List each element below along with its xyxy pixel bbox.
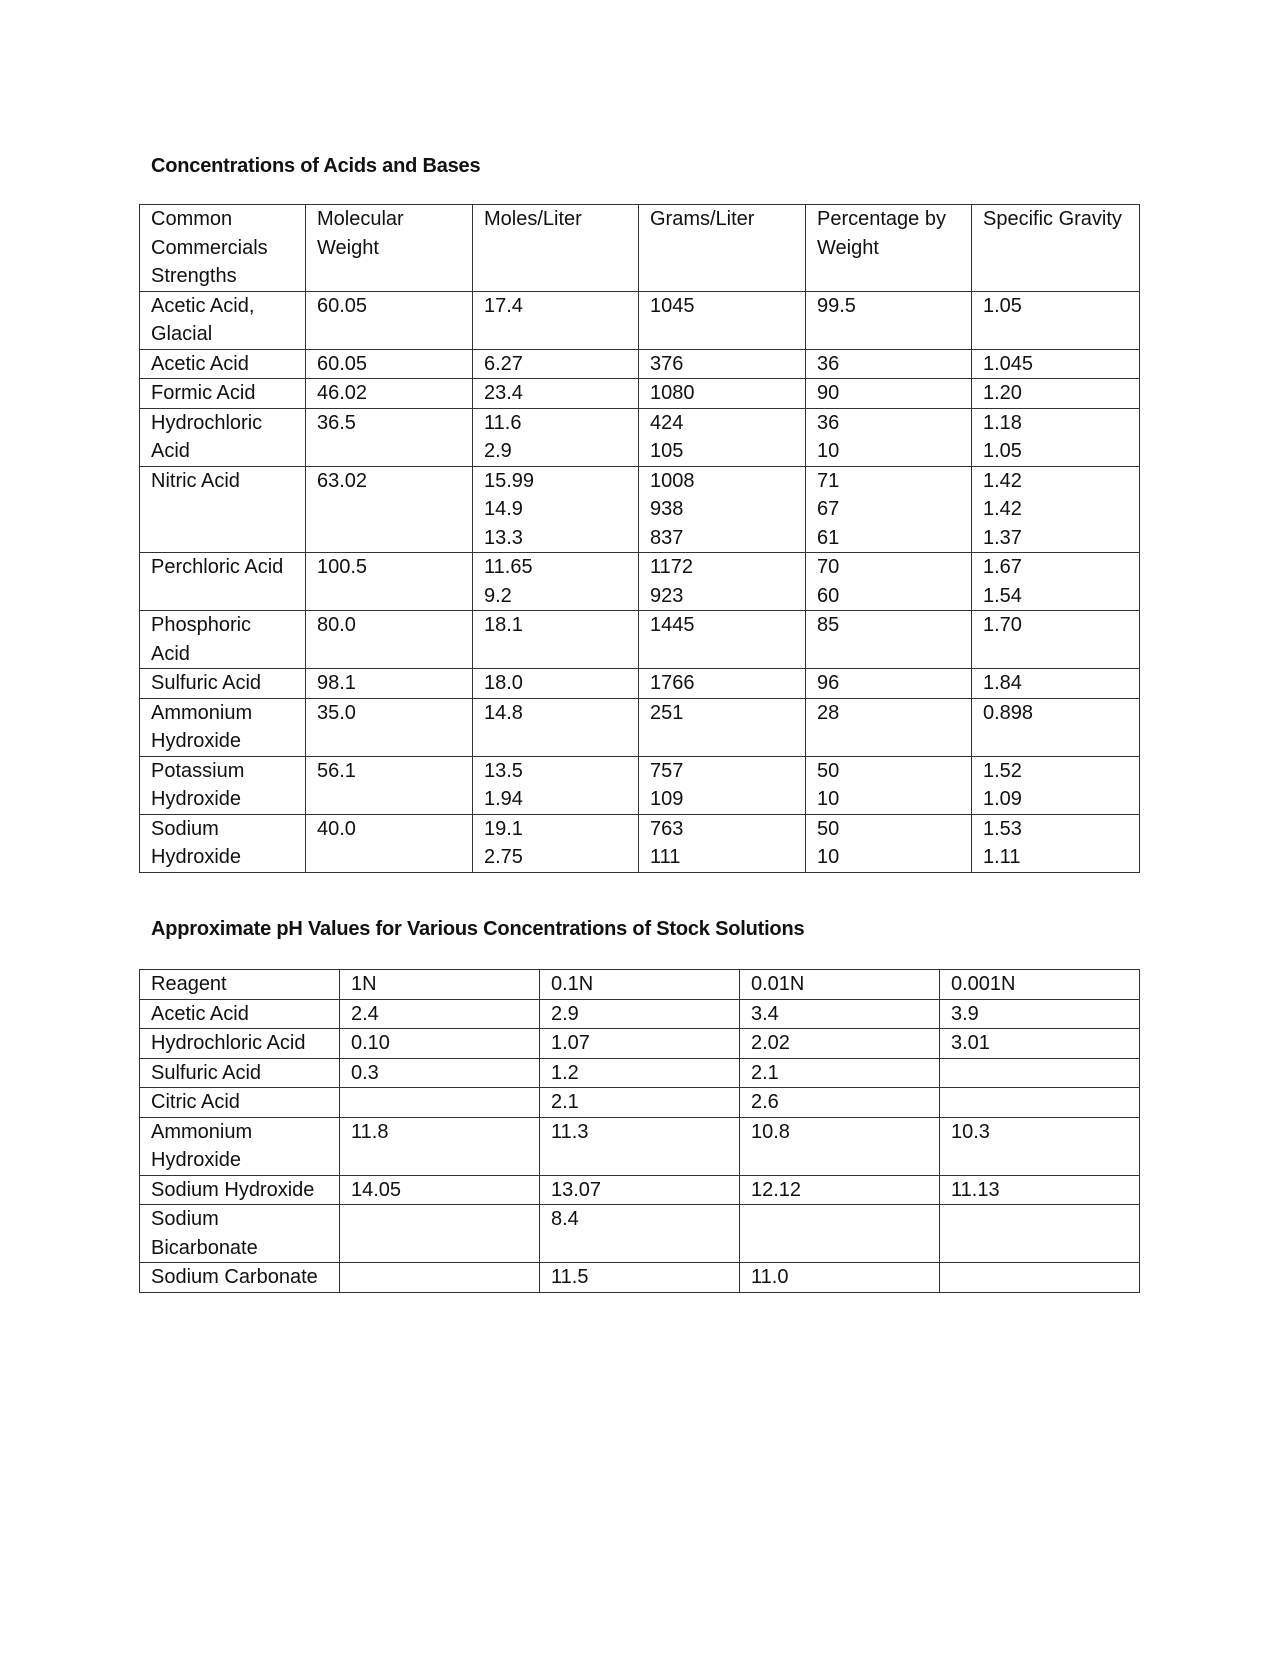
table-cell bbox=[473, 408, 639, 466]
cell-text: 1.94 bbox=[484, 788, 523, 810]
table-cell bbox=[140, 698, 306, 756]
table-cell bbox=[940, 1029, 1140, 1059]
table-cell bbox=[540, 1175, 740, 1205]
table-cell bbox=[473, 291, 639, 349]
cell-text: 14.8 bbox=[484, 701, 523, 724]
cell-text: 85 bbox=[817, 614, 840, 636]
table-row bbox=[140, 669, 1140, 699]
table-cell bbox=[639, 698, 806, 756]
cell-text: 40.0 bbox=[317, 817, 356, 840]
table-cell bbox=[140, 999, 340, 1029]
cell-text: 50 bbox=[817, 759, 840, 782]
cell-text: Grams/Liter bbox=[650, 208, 755, 230]
cell-text: Acetic Acid, bbox=[151, 294, 255, 317]
cell-text: 98.1 bbox=[317, 672, 356, 694]
cell-text: 3.01 bbox=[951, 1032, 990, 1054]
cell-text: 1.07 bbox=[551, 1032, 590, 1054]
header-cell bbox=[140, 205, 306, 292]
cell-text: 71 bbox=[817, 469, 840, 492]
cell-text: Weight bbox=[817, 236, 879, 259]
table-cell bbox=[972, 698, 1140, 756]
table-cell bbox=[340, 1175, 540, 1205]
cell-text: 10.8 bbox=[751, 1120, 790, 1143]
table-cell bbox=[972, 291, 1140, 349]
table-cell bbox=[340, 1088, 540, 1118]
table-row bbox=[140, 553, 1140, 611]
table-row bbox=[140, 1117, 1140, 1175]
cell-text: 1.05 bbox=[983, 294, 1022, 317]
table-cell bbox=[639, 553, 806, 611]
table-row bbox=[140, 814, 1140, 872]
table-cell bbox=[740, 1205, 940, 1263]
concentrations-title: Concentrations of Acids and Bases bbox=[151, 155, 481, 177]
table-cell bbox=[639, 669, 806, 699]
cell-text: Ammonium bbox=[151, 701, 253, 724]
ph-values-title: Approximate pH Values for Various Concentrations of Stock Solutions bbox=[151, 918, 805, 940]
table-cell bbox=[140, 1029, 340, 1059]
cell-text: Hydroxide bbox=[151, 1149, 242, 1171]
cell-text: Specific Gravity bbox=[983, 208, 1122, 230]
table-cell bbox=[740, 1058, 940, 1088]
table-cell bbox=[306, 291, 473, 349]
cell-text: 1.84 bbox=[983, 672, 1022, 694]
table-cell bbox=[306, 349, 473, 379]
table-cell bbox=[740, 1117, 940, 1175]
cell-text: 10.3 bbox=[951, 1120, 990, 1143]
cell-text: 1.18 bbox=[983, 411, 1022, 434]
cell-text: Acetic Acid bbox=[151, 1002, 249, 1025]
cell-text: 10 bbox=[817, 788, 840, 810]
cell-text: 0.10 bbox=[351, 1032, 390, 1054]
cell-text: 2.4 bbox=[351, 1002, 379, 1025]
table-row bbox=[140, 408, 1140, 466]
cell-text: 3.9 bbox=[951, 1002, 979, 1025]
table-cell bbox=[639, 408, 806, 466]
cell-text: 14.9 bbox=[484, 498, 523, 520]
cell-text: 1.52 bbox=[983, 759, 1022, 782]
table-cell bbox=[340, 1263, 540, 1293]
cell-text: 50 bbox=[817, 817, 840, 840]
table-cell bbox=[806, 408, 972, 466]
cell-text: 2.9 bbox=[551, 1002, 579, 1025]
cell-text: 1.67 bbox=[983, 556, 1022, 578]
header-cell bbox=[540, 970, 740, 1000]
cell-text: 11.5 bbox=[551, 1266, 589, 1288]
table-cell bbox=[972, 669, 1140, 699]
ph-values-table bbox=[139, 969, 1140, 1293]
table-cell bbox=[306, 698, 473, 756]
cell-text: Acetic Acid bbox=[151, 352, 249, 375]
table-row bbox=[140, 379, 1140, 409]
cell-text: 1766 bbox=[650, 672, 695, 694]
table-cell bbox=[340, 999, 540, 1029]
cell-text: 1N bbox=[351, 973, 377, 995]
cell-text: 60.05 bbox=[317, 352, 368, 375]
cell-text: 2.6 bbox=[751, 1091, 779, 1113]
cell-text: Potassium bbox=[151, 759, 245, 782]
table-cell bbox=[639, 379, 806, 409]
cell-text: 6.27 bbox=[484, 352, 523, 375]
cell-text: 11.0 bbox=[751, 1266, 789, 1288]
cell-text: 1.2 bbox=[551, 1061, 579, 1084]
header-cell bbox=[306, 205, 473, 292]
cell-text: 15.99 bbox=[484, 469, 535, 492]
cell-text: 19.1 bbox=[484, 817, 523, 840]
table-cell bbox=[140, 291, 306, 349]
cell-text: 18.1 bbox=[484, 614, 523, 636]
cell-text: 13.3 bbox=[484, 526, 523, 549]
cell-text: 1.42 bbox=[983, 469, 1022, 492]
table-cell bbox=[473, 814, 639, 872]
table-cell bbox=[972, 756, 1140, 814]
cell-text: Ammonium bbox=[151, 1120, 253, 1143]
table-row bbox=[140, 1175, 1140, 1205]
cell-text: 105 bbox=[650, 440, 684, 462]
cell-text: Hydroxide bbox=[151, 846, 242, 868]
table-row bbox=[140, 999, 1140, 1029]
cell-text: Acid bbox=[151, 642, 190, 665]
cell-text: 1.05 bbox=[983, 440, 1022, 462]
table-cell bbox=[972, 611, 1140, 669]
cell-text: Hydroxide bbox=[151, 788, 242, 810]
table-row bbox=[140, 466, 1140, 553]
cell-text: 938 bbox=[650, 498, 684, 520]
cell-text: 28 bbox=[817, 701, 840, 724]
concentrations-table bbox=[139, 204, 1140, 873]
table-cell bbox=[306, 814, 473, 872]
table-cell bbox=[340, 1029, 540, 1059]
cell-text: 23.4 bbox=[484, 382, 523, 404]
cell-text: 1045 bbox=[650, 294, 695, 317]
cell-text: 111 bbox=[650, 846, 681, 868]
cell-text: Hydroxide bbox=[151, 730, 242, 752]
table-cell bbox=[473, 349, 639, 379]
cell-text: 1008 bbox=[650, 469, 695, 492]
table-cell bbox=[639, 611, 806, 669]
table-cell bbox=[940, 1263, 1140, 1293]
cell-text: 1.42 bbox=[983, 498, 1022, 520]
cell-text: 18.0 bbox=[484, 672, 523, 694]
table-row bbox=[140, 291, 1140, 349]
cell-text: 8.4 bbox=[551, 1208, 579, 1230]
table-row bbox=[140, 1029, 1140, 1059]
table-cell bbox=[639, 466, 806, 553]
header-cell bbox=[940, 970, 1140, 1000]
cell-text: 90 bbox=[817, 382, 840, 404]
table-row bbox=[140, 1205, 1140, 1263]
table-cell bbox=[540, 1117, 740, 1175]
cell-text: 1.045 bbox=[983, 352, 1034, 375]
cell-text: Hydrochloric Acid bbox=[151, 1032, 306, 1054]
table-cell bbox=[940, 1058, 1140, 1088]
table-cell bbox=[740, 1088, 940, 1118]
cell-text: 757 bbox=[650, 759, 684, 782]
cell-text: 61 bbox=[817, 526, 840, 549]
cell-text: Acid bbox=[151, 440, 190, 462]
cell-text: Sodium bbox=[151, 817, 219, 840]
table-cell bbox=[639, 291, 806, 349]
table-cell bbox=[140, 1263, 340, 1293]
cell-text: 0.3 bbox=[351, 1061, 379, 1084]
table-cell bbox=[306, 466, 473, 553]
cell-text: 2.1 bbox=[551, 1091, 579, 1113]
table-cell bbox=[473, 698, 639, 756]
table-cell bbox=[140, 1058, 340, 1088]
cell-text: 1.09 bbox=[983, 788, 1022, 810]
cell-text: Phosphoric bbox=[151, 614, 252, 636]
cell-text: 11.65 bbox=[484, 556, 533, 578]
table-cell bbox=[140, 1175, 340, 1205]
cell-text: 11.8 bbox=[351, 1120, 389, 1143]
table-cell bbox=[473, 466, 639, 553]
cell-text: Moles/Liter bbox=[484, 208, 582, 230]
cell-text: 100.5 bbox=[317, 556, 368, 578]
cell-text: 2.02 bbox=[751, 1032, 790, 1054]
table-cell bbox=[940, 999, 1140, 1029]
cell-text: 0.898 bbox=[983, 701, 1034, 724]
table-cell bbox=[639, 349, 806, 379]
cell-text: Formic Acid bbox=[151, 382, 256, 404]
cell-text: 1.37 bbox=[983, 526, 1022, 549]
table-cell bbox=[306, 611, 473, 669]
table-cell bbox=[140, 553, 306, 611]
header-cell bbox=[972, 205, 1140, 292]
table-cell bbox=[740, 999, 940, 1029]
table-cell bbox=[540, 1029, 740, 1059]
cell-text: Citric Acid bbox=[151, 1091, 240, 1113]
cell-text: 1080 bbox=[650, 382, 695, 404]
cell-text: 1172 bbox=[650, 556, 694, 578]
cell-text: 2.9 bbox=[484, 440, 512, 462]
cell-text: 46.02 bbox=[317, 382, 368, 404]
cell-text: Commercials bbox=[151, 236, 268, 259]
cell-text: Glacial bbox=[151, 323, 213, 345]
cell-text: 67 bbox=[817, 498, 840, 520]
cell-text: 1445 bbox=[650, 614, 695, 636]
table-cell bbox=[340, 1205, 540, 1263]
cell-text: 10 bbox=[817, 440, 840, 462]
table-row bbox=[140, 611, 1140, 669]
cell-text: 63.02 bbox=[317, 469, 368, 492]
table-cell bbox=[306, 379, 473, 409]
table-cell bbox=[940, 1175, 1140, 1205]
table-row bbox=[140, 349, 1140, 379]
cell-text: 1.20 bbox=[983, 382, 1022, 404]
table-cell bbox=[806, 379, 972, 409]
cell-text: Nitric Acid bbox=[151, 469, 240, 492]
cell-text: 2.1 bbox=[751, 1061, 779, 1084]
cell-text: 12.12 bbox=[751, 1178, 802, 1201]
cell-text: Hydrochloric bbox=[151, 411, 263, 434]
table-cell bbox=[140, 669, 306, 699]
table-row bbox=[140, 756, 1140, 814]
table-cell bbox=[340, 1117, 540, 1175]
table-cell bbox=[940, 1088, 1140, 1118]
table-cell bbox=[806, 611, 972, 669]
cell-text: 763 bbox=[650, 817, 684, 840]
cell-text: 96 bbox=[817, 672, 840, 694]
table-cell bbox=[140, 1117, 340, 1175]
table-cell bbox=[140, 349, 306, 379]
table-cell bbox=[940, 1205, 1140, 1263]
cell-text: 36 bbox=[817, 411, 840, 434]
cell-text: 60 bbox=[817, 584, 840, 607]
table-cell bbox=[972, 553, 1140, 611]
header-cell bbox=[639, 205, 806, 292]
table-cell bbox=[806, 669, 972, 699]
table-cell bbox=[806, 814, 972, 872]
cell-text: 80.0 bbox=[317, 614, 356, 636]
table-cell bbox=[306, 553, 473, 611]
cell-text: Reagent bbox=[151, 973, 227, 995]
table-cell bbox=[639, 814, 806, 872]
cell-text: 36 bbox=[817, 352, 840, 375]
header-row bbox=[140, 970, 1140, 1000]
table-cell bbox=[140, 814, 306, 872]
table-cell bbox=[972, 349, 1140, 379]
cell-text: Bicarbonate bbox=[151, 1236, 258, 1259]
table-cell bbox=[306, 669, 473, 699]
table-cell bbox=[972, 466, 1140, 553]
cell-text: 60.05 bbox=[317, 294, 368, 317]
cell-text: Common bbox=[151, 208, 233, 230]
cell-text: 10 bbox=[817, 846, 840, 868]
table-cell bbox=[140, 466, 306, 553]
header-cell bbox=[140, 970, 340, 1000]
cell-text: Percentage by bbox=[817, 208, 946, 230]
cell-text: 70 bbox=[817, 556, 840, 578]
cell-text: 35.0 bbox=[317, 701, 356, 724]
cell-text: 0.1N bbox=[551, 973, 594, 995]
cell-text: Sulfuric Acid bbox=[151, 1061, 262, 1084]
cell-text: 13.5 bbox=[484, 759, 523, 782]
table-cell bbox=[140, 756, 306, 814]
table-cell bbox=[806, 698, 972, 756]
cell-text: 9.2 bbox=[484, 584, 512, 607]
cell-text: Molecular bbox=[317, 208, 404, 230]
table-cell bbox=[140, 408, 306, 466]
table-cell bbox=[140, 1088, 340, 1118]
header-cell bbox=[473, 205, 639, 292]
cell-text: 13.07 bbox=[551, 1178, 602, 1201]
table-cell bbox=[972, 379, 1140, 409]
table-cell bbox=[806, 291, 972, 349]
table-cell bbox=[140, 611, 306, 669]
cell-text: Weight bbox=[317, 236, 379, 259]
table-cell bbox=[940, 1117, 1140, 1175]
table-cell bbox=[806, 756, 972, 814]
table-cell bbox=[972, 408, 1140, 466]
table-cell bbox=[806, 466, 972, 553]
cell-text: 11.6 bbox=[484, 411, 522, 434]
table-cell bbox=[972, 814, 1140, 872]
cell-text: Strengths bbox=[151, 265, 237, 287]
cell-text: Perchloric Acid bbox=[151, 556, 284, 578]
cell-text: Sodium bbox=[151, 1208, 219, 1230]
cell-text: 923 bbox=[650, 584, 684, 607]
table-cell bbox=[306, 408, 473, 466]
cell-text: 99.5 bbox=[817, 294, 856, 317]
table-cell bbox=[340, 1058, 540, 1088]
cell-text: Sodium Carbonate bbox=[151, 1266, 318, 1288]
cell-text: 424 bbox=[650, 411, 684, 434]
table-row bbox=[140, 1058, 1140, 1088]
cell-text: 14.05 bbox=[351, 1178, 402, 1201]
cell-text: 1.11 bbox=[983, 846, 1021, 868]
cell-text: 3.4 bbox=[751, 1002, 779, 1025]
cell-text: 0.001N bbox=[951, 973, 1016, 995]
table-cell bbox=[473, 756, 639, 814]
table-cell bbox=[540, 1058, 740, 1088]
cell-text: 17.4 bbox=[484, 294, 523, 317]
table-cell bbox=[140, 379, 306, 409]
table-cell bbox=[540, 1263, 740, 1293]
cell-text: 11.3 bbox=[551, 1120, 589, 1143]
cell-text: 1.53 bbox=[983, 817, 1022, 840]
cell-text: 376 bbox=[650, 352, 684, 375]
table-cell bbox=[806, 553, 972, 611]
table-cell bbox=[740, 1029, 940, 1059]
cell-text: 11.13 bbox=[951, 1178, 1000, 1201]
cell-text: 36.5 bbox=[317, 411, 356, 434]
table-row bbox=[140, 698, 1140, 756]
cell-text: 837 bbox=[650, 526, 684, 549]
table-cell bbox=[473, 379, 639, 409]
cell-text: 1.54 bbox=[983, 584, 1022, 607]
cell-text: 109 bbox=[650, 788, 684, 810]
table-row bbox=[140, 1088, 1140, 1118]
table-cell bbox=[306, 756, 473, 814]
table-cell bbox=[740, 1175, 940, 1205]
cell-text: 0.01N bbox=[751, 973, 805, 995]
table-cell bbox=[639, 756, 806, 814]
cell-text: 2.75 bbox=[484, 846, 523, 868]
table-cell bbox=[140, 1205, 340, 1263]
header-cell bbox=[740, 970, 940, 1000]
cell-text: 251 bbox=[650, 701, 684, 724]
table-cell bbox=[806, 349, 972, 379]
table-cell bbox=[540, 1088, 740, 1118]
header-row bbox=[140, 205, 1140, 292]
table-cell bbox=[473, 611, 639, 669]
table-cell bbox=[740, 1263, 940, 1293]
table-cell bbox=[540, 999, 740, 1029]
table-cell bbox=[473, 553, 639, 611]
cell-text: 56.1 bbox=[317, 759, 356, 782]
table-cell bbox=[473, 669, 639, 699]
cell-text: 1.70 bbox=[983, 614, 1022, 636]
header-cell bbox=[340, 970, 540, 1000]
cell-text: Sodium Hydroxide bbox=[151, 1178, 315, 1201]
cell-text: Sulfuric Acid bbox=[151, 672, 262, 694]
table-row bbox=[140, 1263, 1140, 1293]
header-cell bbox=[806, 205, 972, 292]
table-cell bbox=[540, 1205, 740, 1263]
